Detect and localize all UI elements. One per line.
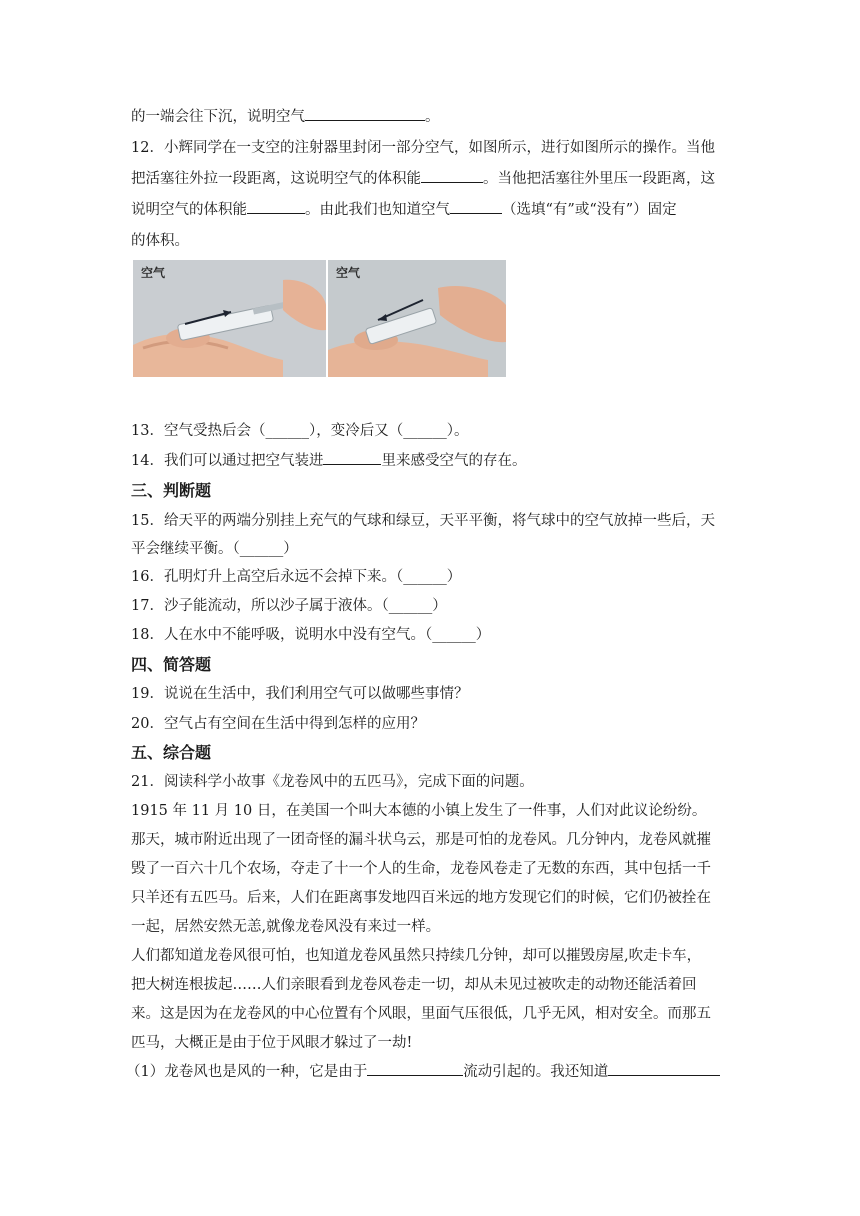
question-19: 19．说说在生活中，我们利用空气可以做哪些事情？ [131,686,469,702]
story-paragraph-3-line-1: 人们都知道龙卷风很可怕，也知道龙卷风虽然只持续几分钟，却可以摧毁房屋,吹走卡车， [131,948,702,964]
sub-question-1: （1）龙卷风也是风的一种，它是由于 流动引起的。我还知道 [126,1061,720,1083]
question-18: 18．人在水中不能呼吸，说明水中没有空气。（______） [131,627,491,643]
answer-blank[interactable] [608,1061,720,1076]
question-17: 17．沙子能流动，所以沙子属于液体。（______） [131,598,447,614]
story-paragraph-2-line-2: 毁了一百六十几个农场，夺走了十一个人的生命，龙卷风卷走了无数的东西，其中包括一千 [131,861,711,877]
question-13: 13．空气受热后会（______），变冷后又（______）。 [131,423,469,439]
answer-blank[interactable] [421,168,483,183]
question-15-line-2: 平会继续平衡。（______） [131,541,298,557]
story-paragraph-2-line-4: 一起，居然安然无恙,就像龙卷风没有来过一样。 [131,919,441,935]
question-12-line-4: 的体积。 [131,233,189,249]
question-16: 16．孔明灯升上高空后永远不会掉下来。（______） [131,569,462,585]
question-14: 14．我们可以通过把空气装进 里来感受空气的存在。 [131,450,526,472]
answer-blank[interactable] [305,106,425,121]
story-paragraph-3-line-3: 来。这是因为在龙卷风的中心位置有个风眼，里面气压很低，几乎无风，相对安全。而那五 [131,1006,711,1022]
question-12-line-3: 说明空气的体积能 。由此我们也知道空气 （选填“有”或“没有”）固定 [131,199,677,221]
answer-blank[interactable] [247,199,305,214]
answer-blank[interactable] [450,199,502,214]
answer-blank[interactable] [367,1061,463,1076]
question-12-line-2: 把活塞往外拉一段距离，这说明空气的体积能 。当他把活塞往外里压一段距离，这 [131,168,715,190]
panel-label: 空气 [336,266,361,280]
story-paragraph-1: 1915 年 11 月 10 日，在美国一个叫大本德的小镇上发生了一件事，人们对此议论纷纷。 [131,803,707,819]
section-heading-short-answer: 四、简答题 [131,655,212,674]
panel-label: 空气 [141,266,166,280]
question-15-line-1: 15．给天平的两端分别挂上充气的气球和绿豆，天平平衡，将气球中的空气放掉一些后，天 [131,513,715,529]
question-12-line-1: 12．小辉同学在一支空的注射器里封闭一部分空气，如图所示，进行如图所示的操作。当他 [131,140,715,156]
story-paragraph-2-line-1: 那天，城市附近出现了一团奇怪的漏斗状乌云，那是可怕的龙卷风。几分钟内，龙卷风就摧 [131,832,711,848]
story-paragraph-3-line-2: 把大树连根拔起……人们亲眼看到龙卷风卷走一切，却从未见过被吹走的动物还能活着回 [131,977,697,993]
continuation-line: 的一端会往下沉，说明空气 。 [131,106,440,128]
syringe-pull-photo [133,260,326,377]
section-heading-comprehensive: 五、综合题 [131,743,212,762]
question-21: 21．阅读科学小故事《龙卷风中的五匹马》，完成下面的问题。 [131,774,534,790]
story-paragraph-2-line-3: 只羊还有五匹马。后来，人们在距离事发地四百米远的地方发现它们的时候，它们仍被拴在 [131,890,711,906]
syringe-push-photo [328,260,506,377]
section-heading-judgment: 三、判断题 [131,481,212,500]
story-paragraph-3-line-4: 匹马，大概正是由于位于风眼才躲过了一劫! [131,1035,413,1051]
answer-blank[interactable] [323,450,381,465]
question-20: 20．空气占有空间在生活中得到怎样的应用？ [131,716,425,732]
